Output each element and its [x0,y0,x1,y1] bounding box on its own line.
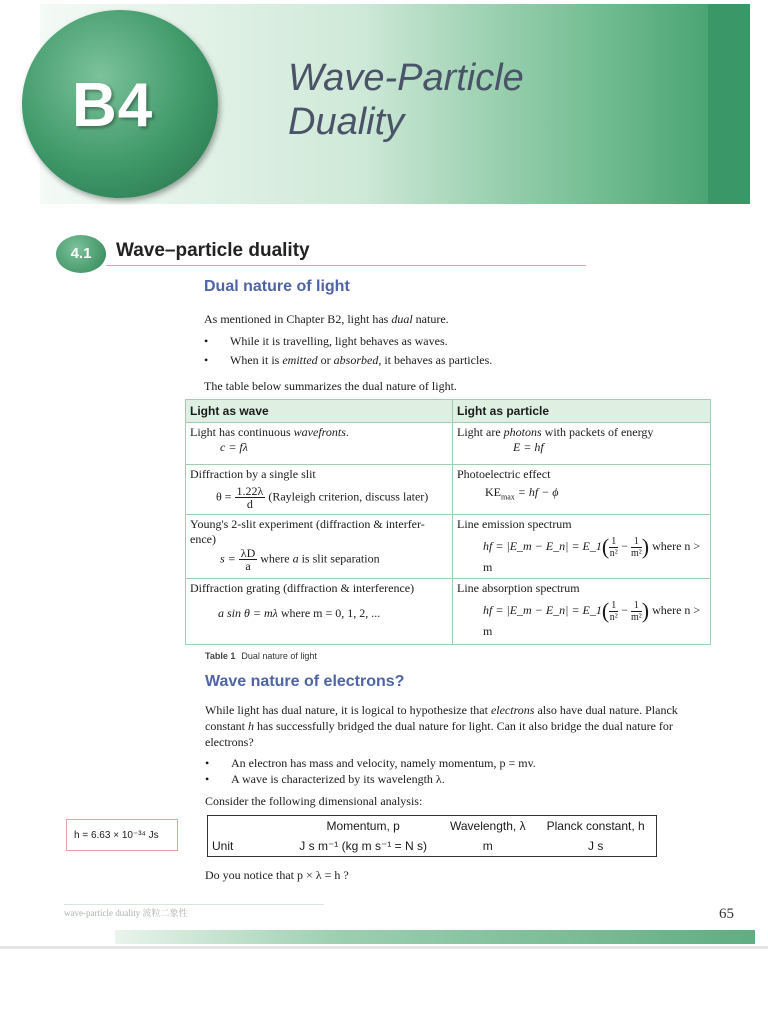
table-cell [186,515,453,579]
planck-constant-note: h = 6.63 × 10⁻³⁴ Js [66,819,178,851]
table-row [186,515,711,579]
cell-text: Light are [457,425,504,439]
fraction-denominator: m² [631,547,642,559]
cell-text: . [345,425,349,439]
footer-text: wave-particle duality 波粒二象性 [64,908,188,918]
table-header-row [186,400,711,423]
bullet-text: , it behaves as particles. [378,353,493,367]
equation-text: a sin θ = mλ [218,606,278,620]
fraction-numerator: 1.22λ [236,484,264,498]
cell-text: Line emission spectrum [457,517,572,531]
cell-emphasis: wavefronts [293,425,346,439]
fraction-numerator: 1 [611,599,617,611]
cell-text: Diffraction grating (diffraction & interference) [190,581,415,595]
table-row [186,423,711,465]
fraction-numerator: λD [240,546,256,560]
equation [190,485,448,510]
equation-note: (Rayleigh criterion, discuss later) [265,489,429,504]
paren-open: ( [601,534,610,559]
cell-text: Diffraction by a single slit [190,467,316,481]
banner-strip [708,4,750,204]
intro-paragraph [204,311,704,327]
intro-emphasis: dual [391,312,413,326]
chapter-title-line1: Wave-Particle [288,57,524,99]
closing-question: Do you notice that p × λ = h ? [205,868,349,882]
intro-text: As mentioned in Chapter B2, light has [204,312,392,326]
dual-nature-table [185,399,711,645]
electrons-paragraph [205,702,695,750]
cell-text: Line absorption spectrum [457,581,580,595]
table-cell: m [482,839,493,853]
fraction-denominator: a [245,559,251,573]
chapter-label: B4 [72,71,154,140]
equation-note: is slit separation [298,551,380,566]
bullet-emphasis: emitted [282,353,318,367]
list-item [204,351,704,370]
light-bullet-list [204,332,704,370]
page-edge [0,946,768,949]
caption-label: Table 1 [205,651,236,661]
fraction-denominator: n² [609,547,618,559]
fraction [631,536,642,559]
equation-text: c = fλ [220,440,248,454]
fraction [609,536,618,559]
bullet-text: When it is [230,353,283,367]
equation [457,485,706,501]
cell-emphasis: photons [503,425,542,439]
paragraph-text: has successfully bridged the dual nature for light. Can it also bridge the dual nature for electrons? [205,719,673,749]
equation-text: hf = |E_m − E_n| = E_1 [483,538,602,553]
table-header-planck: Planck constant, h [546,819,645,833]
table-cell: J s [587,839,604,853]
cell-text: Light has continuous [190,425,294,439]
table-cell [208,816,287,837]
equation: hf = |E_m − E_n| = E_1( $\frac{1}{\text{n²}}$ − $\frac{1}{\text{m²}}$ ) where n > m [483,534,701,574]
paren-open: ( [601,598,610,623]
footer-bar [115,930,755,944]
header-light-as-particle: Light as particle [453,400,711,423]
equation [190,440,448,455]
fraction-numerator: 1 [611,535,617,547]
equation [190,547,448,572]
footer-divider [64,904,324,905]
bullet-text: or [317,353,334,367]
list-item: • A wave is characterized by its wavelength λ. [205,771,695,787]
cell-text: with packets of energy [541,425,654,439]
fraction-denominator: d [246,497,253,511]
equation-text: = hf − ϕ [514,485,559,499]
fraction-denominator: m² [631,611,642,623]
intro-text-end: nature. [412,312,449,326]
table-header-momentum: Momentum, p [326,819,400,833]
table-header-wavelength: Wavelength, λ [449,819,526,833]
chapter-title [288,56,524,144]
equation-note: where [257,551,293,566]
paragraph-emphasis: electrons [490,703,535,717]
list-item: • While it is travelling, light behaves as waves. [204,332,704,351]
paragraph-text: also have dual nature. Planck constant [205,703,678,733]
table-caption [205,651,317,661]
equation-text: s = [220,551,239,566]
fraction-numerator: 1 [631,536,642,548]
table-cell [186,465,453,515]
header-light-as-wave: Light as wave [186,400,453,423]
fraction [631,600,642,623]
cell-text: Young's 2-slit experiment (diffraction & interfer-ence) [190,517,425,546]
subheading-dual-light: Dual nature of light [204,278,350,295]
fraction-numerator: 1 [631,600,642,612]
dimensional-intro: Consider the following dimensional analysis: [205,794,423,808]
paren-close: ) [641,534,650,559]
caption-text: Dual nature of light [241,651,317,661]
section-number-badge: 4.1 [56,235,106,273]
paren-close: ) [641,598,650,623]
equation-variable: a [292,551,299,566]
table-cell [186,423,453,465]
table-row [208,816,657,837]
equation: hf = |E_m − E_n| = E_1( $\frac{1}{\text{n²}}$ − $\frac{1}{\text{m²}}$ ) where n > m [483,598,701,638]
cell-text: Photoelectric effect [457,467,551,481]
section-divider [106,265,586,266]
section-title: Wave–particle duality [116,240,310,261]
table-cell [453,579,711,645]
bullet-emphasis: absorbed [333,353,379,367]
page-number: 65 [719,906,734,922]
chapter-title-line2: Duality [288,101,405,143]
equation-subscript: max [501,492,515,502]
list-item: • An electron has mass and velocity, namely momentum, p = mv. [205,755,695,771]
table-cell [186,579,453,645]
table-row [186,465,711,515]
row-label-unit: Unit [212,839,234,853]
fraction-denominator: n² [609,611,618,623]
table-cell [453,465,711,515]
fraction [239,547,257,572]
electron-bullet-list [205,755,695,787]
table-intro: The table below summarizes the dual nature of light. [204,379,457,393]
table-row [208,836,657,857]
paragraph-variable: h [248,719,254,733]
fraction [609,600,618,623]
paragraph-text: While light has dual nature, it is logical to hypothesize that [205,703,491,717]
table-cell [453,423,711,465]
equation-note: where m = 0, 1, 2, ... [277,606,381,620]
equation-text: θ = [216,489,235,504]
equation-text: hf = |E_m − E_n| = E_1 [483,602,602,617]
table-cell: J s m⁻¹ (kg m s⁻¹ = N s) [299,839,427,853]
equation-note: where n > m [483,538,701,574]
equation-text: KE [485,485,501,499]
equation [190,606,448,621]
table-cell [453,515,711,579]
dimensional-analysis-table [207,815,657,857]
equation-text: E = hf [513,440,544,454]
equation-note: where n > m [483,602,701,638]
table-row [186,579,711,645]
subheading-electrons: Wave nature of electrons? [205,673,405,690]
equation [457,440,706,455]
fraction [235,485,266,510]
